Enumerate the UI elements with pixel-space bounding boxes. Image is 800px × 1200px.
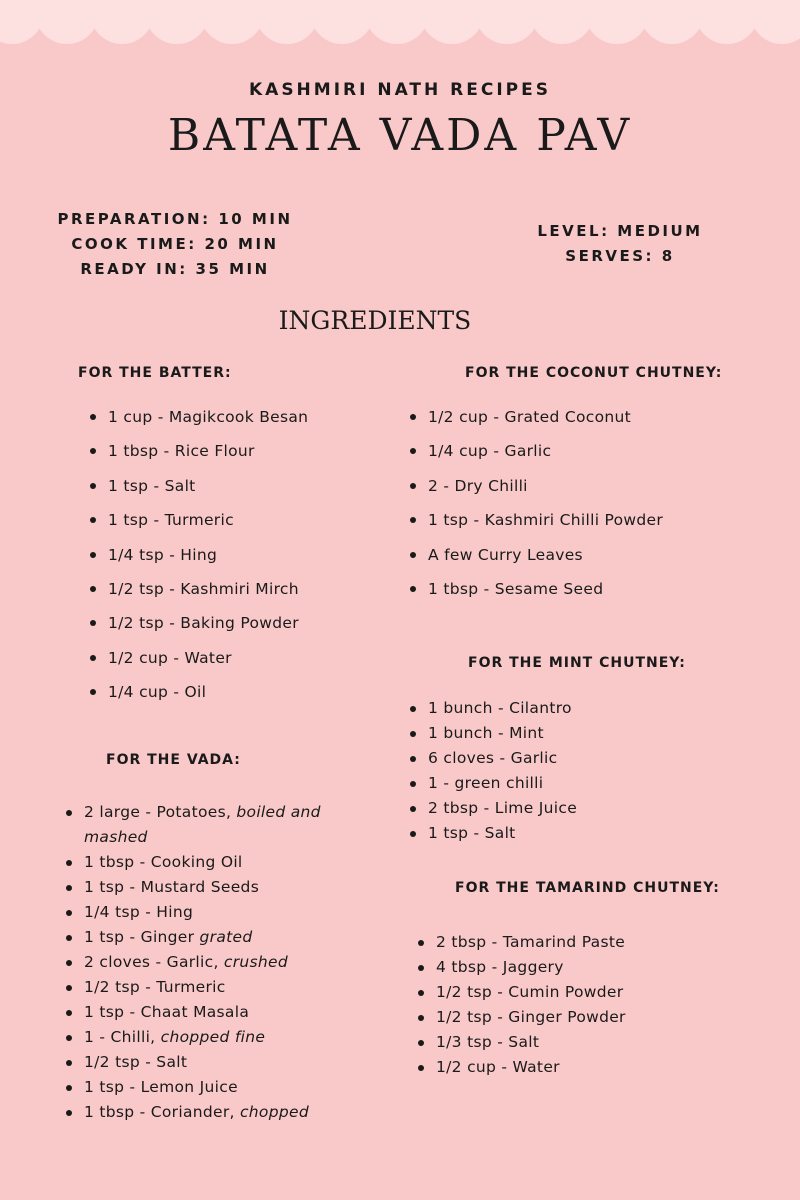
list-item: 4 tbsp - Jaggery [414,955,754,980]
list-item: 1 tbsp - Sesame Seed [406,572,776,606]
brand-name: KASHMIRI NATH RECIPES [248,80,551,100]
list-item: 1 tbsp - Cooking Oil [62,850,362,875]
list-item: 1/2 tsp - Kashmiri Mirch [86,572,376,606]
list-item: 1 tsp - Salt [86,469,376,503]
list-item: 1/4 tsp - Hing [62,900,362,925]
vada-heading: FOR THE VADA: [106,752,241,768]
servings: SERVES: 8 [565,247,675,265]
list-item: 1/2 tsp - Salt [62,1050,362,1075]
list-item: 1 cup - Magikcook Besan [86,400,376,434]
list-item: 1 tsp - Lemon Juice [62,1075,362,1100]
tamarind-chutney-heading: FOR THE TAMARIND CHUTNEY: [455,880,720,896]
list-item: 1/4 cup - Garlic [406,434,776,468]
list-item: 1 tsp - Kashmiri Chilli Powder [406,503,776,537]
batter-list [86,400,376,710]
list-item: 1/2 tsp - Ginger Powder [414,1005,754,1030]
list-item: A few Curry Leaves [406,538,776,572]
list-item: 1/3 tsp - Salt [414,1030,754,1055]
list-item: 1/2 cup - Water [86,641,376,675]
list-item: 1 bunch - Cilantro [406,696,746,721]
scalloped-border [0,0,800,46]
list-item: 1 tbsp - Coriander, chopped [62,1100,362,1125]
list-item: 1 - Chilli, chopped fine [62,1025,362,1050]
coconut-chutney-heading: FOR THE COCONUT CHUTNEY: [465,365,723,381]
list-item: 6 cloves - Garlic [406,746,746,771]
ready-in-time: READY IN: 35 MIN [80,260,270,278]
tamarind-chutney-list [414,930,754,1080]
list-item: 1 bunch - Mint [406,721,746,746]
difficulty-level: LEVEL: MEDIUM [537,222,703,240]
list-item: 1 tsp - Turmeric [86,503,376,537]
list-item: 1/2 cup - Grated Coconut [406,400,776,434]
list-item: 1 tsp - Chaat Masala [62,1000,362,1025]
list-item: 1 tbsp - Rice Flour [86,434,376,468]
vada-list [62,800,362,1125]
level-info [500,219,740,269]
list-item: 1 tsp - Salt [406,821,746,846]
list-item: 2 cloves - Garlic, crushed [62,950,362,975]
list-item: 1 tsp - Ginger grated [62,925,362,950]
list-item: 1/2 tsp - Turmeric [62,975,362,1000]
list-item: 1 tsp - Mustard Seeds [62,875,362,900]
list-item: 1/4 cup - Oil [86,675,376,709]
time-info [40,207,310,282]
list-item: 1/2 cup - Water [414,1055,754,1080]
mint-chutney-heading: FOR THE MINT CHUTNEY: [468,655,686,671]
list-item: 2 tbsp - Tamarind Paste [414,930,754,955]
list-item: 1/2 tsp - Baking Powder [86,606,376,640]
ingredients-heading: INGREDIENTS [278,306,472,335]
cook-time: COOK TIME: 20 MIN [71,235,279,253]
list-item: 2 - Dry Chilli [406,469,776,503]
preparation-time: PREPARATION: 10 MIN [57,210,293,228]
list-item: 2 tbsp - Lime Juice [406,796,746,821]
batter-heading: FOR THE BATTER: [78,365,232,381]
list-item: 1/2 tsp - Cumin Powder [414,980,754,1005]
list-item: 1/4 tsp - Hing [86,538,376,572]
recipe-title: BATATA VADA PAV [167,110,633,161]
list-item: 2 large - Potatoes, boiled and mashed [62,800,362,850]
mint-chutney-list [406,696,746,846]
list-item: 1 - green chilli [406,771,746,796]
coconut-chutney-list [406,400,776,606]
